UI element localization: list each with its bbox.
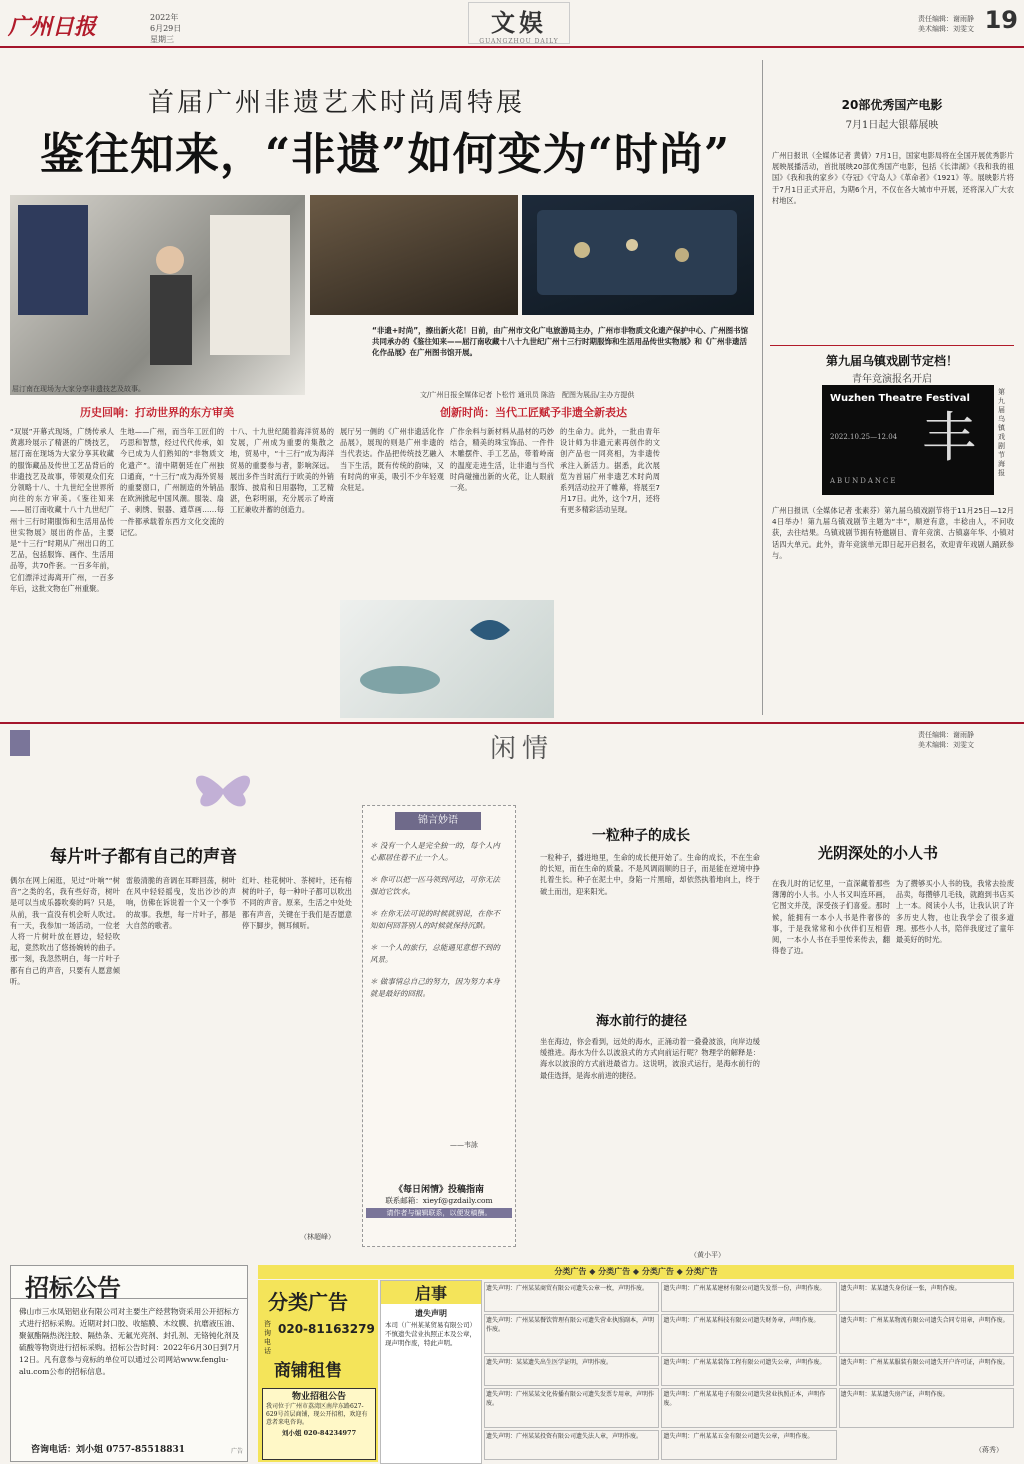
lead-column-4: 展厅另一侧的《广州非遗活化作品展》，展现的则是广州非遗的当代表达。作品把传统技艺融入当下生活，既有传统的韵味，又有时尚的审美，吸引不少年轻观众驻足。 xyxy=(340,427,444,493)
poster-word: ABUNDANCE xyxy=(830,477,898,485)
xianqing-credits xyxy=(918,730,974,750)
listing-item: 遗失声明：广州某某建材有限公司遗失发票一份，声明作废。 xyxy=(661,1282,836,1312)
notice-subtitle: 遗失声明 xyxy=(415,1308,447,1318)
quote-item: ＊ 一个人的旅行，总能遇见意想不到的风景。 xyxy=(370,943,500,964)
film-subtitle: 7月1日起大银幕展映 xyxy=(845,120,939,131)
issue-date xyxy=(150,12,181,45)
listing-item: 遗失声明：广州某某餐饮管理有限公司遗失营业执照副本，声明作废。 xyxy=(484,1314,659,1353)
lead-photo-carvings xyxy=(310,195,518,315)
jewel-1 xyxy=(574,242,590,258)
notice-text: 本司（广州某某贸易有限公司）不慎遗失营业执照正本及公章，现声明作废，特此声明。 xyxy=(385,1321,476,1347)
essay2-title: 一粒种子的成长 xyxy=(592,828,690,844)
listing-item: 遗失声明：广州某某科技有限公司遗失财务章，声明作废。 xyxy=(661,1314,836,1353)
lead-credit: 文/广州日报全媒体记者 卜松竹 通讯员 陈浩 配图为展品/主办方提供 xyxy=(420,391,635,399)
listing-item: 遗失声明：广州某某服装有限公司遗失开户许可证，声明作废。 xyxy=(839,1356,1014,1386)
property-ad xyxy=(262,1388,376,1460)
wuzhen-subtitle: 青年竞演报名开启 xyxy=(852,374,932,385)
submission-guide xyxy=(366,1182,512,1224)
notice-panel xyxy=(380,1280,482,1464)
film-body: 广州日报讯（全媒体记者 黄倩）7月1日，国家电影局将在全国开展优秀影片展映展播活动，首批展映20部优秀国产电影，包括《长津湖》《我和我的祖国》《我和我的家乡》《夺冠》《守岛人》《革命者》《1921》等。展映影片将于7月1日正式开启，为期6个月，不仅在各大城市中开展，还将深入广大农村地区。 xyxy=(772,151,1014,205)
classified-title: 分类广告 xyxy=(268,1290,348,1314)
butterfly-icon xyxy=(188,764,258,814)
quote-title: 锦言妙语 xyxy=(395,812,481,830)
listing-item: 遗失声明：某某遗失身份证一张，声明作废。 xyxy=(839,1282,1014,1312)
classified-left-panel xyxy=(258,1280,378,1462)
poster-english: Wuzhen Theatre Festival xyxy=(830,393,970,404)
artworks-illustration xyxy=(340,600,554,718)
property-title: 物业招租公告 xyxy=(291,1392,346,1402)
xianqing-marker xyxy=(10,730,30,756)
presenter-body xyxy=(150,275,192,365)
essay1-column-3: 红叶、桂花树叶、茶树叶，还有榕树的叶子，每一种叶子都可以吹出不同的声音。原来，生活之中处处都有声音，关键在于我们是否愿意停下脚步，侧耳倾听。 xyxy=(242,876,352,930)
quote-list xyxy=(370,840,506,1010)
ad-label: 广告 xyxy=(230,1448,243,1455)
embroidered-robe xyxy=(18,205,88,315)
butterfly-ornament xyxy=(470,620,510,640)
newspaper-logo: 广州日报 xyxy=(8,14,97,40)
presenter-head xyxy=(156,246,184,274)
section-subtitle: GUANGZHOU DAILY xyxy=(479,38,559,45)
sidebar-rule xyxy=(770,345,1014,346)
date-day: 6月29日 xyxy=(150,24,182,33)
notice-title: 启事 xyxy=(381,1281,481,1304)
essay4-author: （蒋秀） xyxy=(975,1446,1003,1454)
shop-rent-title: 商铺租售 xyxy=(274,1361,342,1381)
guide-note: 请作者与编辑联系，以便发稿酬。 xyxy=(366,1208,512,1218)
date-weekday: 星期三 xyxy=(150,35,174,44)
quote-item: ＊ 没有一个人是完全独一的，每个人内心都居住着不止一个人。 xyxy=(370,841,500,862)
lead-photo-jewelry xyxy=(522,195,754,315)
listing-item: 遗失声明：广州某某物流有限公司遗失合同专用章，声明作废。 xyxy=(839,1314,1014,1353)
essay1-title: 每片叶子都有自己的声音 xyxy=(50,847,237,867)
poster-side-label: 第九届乌镇戏剧节海报 xyxy=(998,388,1005,477)
lead-column-5: 广作余料与新材料从晶材的巧妙结合，精美的珠宝饰品、一件件木雕摆件、手工艺品，带着岭南的温度走进生活，让非遗与当代时尚碰撞出新的火花，让人眼前一亮。 xyxy=(450,427,554,493)
essay4-title: 光阴深处的小人书 xyxy=(818,844,939,862)
listing-item: 遗失声明：广州某某文化传播有限公司遗失发票专用章，声明作废。 xyxy=(484,1388,659,1427)
essay3-author: （黄小平） xyxy=(690,1251,725,1259)
quote-item: ＊ 在你无法可说的时候就别说，在你不知如何回答别人的时候就保持沉默。 xyxy=(370,909,500,930)
wuzhen-body: 广州日报讯（全媒体记者 张素芬）第九届乌镇戏剧节将于11月25日—12月4日举办！第九届乌镇戏剧节主题为“丰”，顺逆有意，丰稔由人，不问收获，去往结果。乌镇戏剧节拥有特邀剧目、青年竞演、古镇嘉年华、小镇对话四大单元。此外，青年竞演单元即日起开启报名，欢迎青年戏剧人踊跃参与。 xyxy=(772,506,1014,560)
tender-contact: 咨询电话：刘小姐 0757-85518831 xyxy=(31,1445,186,1455)
editor-credits xyxy=(918,14,974,34)
listing-item: 遗失声明：某某遗失房产证，声明作废。 xyxy=(839,1388,1014,1427)
listing-item: 遗失声明：广州某某投资有限公司遗失法人章，声明作废。 xyxy=(484,1430,659,1460)
essay1-author: （林超峰） xyxy=(300,1233,335,1241)
lead-subhead-innovation: 创新时尚：当代工匠赋予非遗全新表达 xyxy=(440,406,627,419)
classified-phone: 020-81163279 xyxy=(278,1322,375,1336)
classified-listings xyxy=(484,1282,1014,1460)
guide-title: 《每日闲情》投稿指南 xyxy=(393,1185,484,1195)
lead-photo-artworks xyxy=(340,600,554,718)
date-year: 2022年 xyxy=(150,13,179,22)
poster-date: 2022.10.25—12.04 xyxy=(830,433,898,441)
jewel-3 xyxy=(675,248,689,262)
lead-column-3: 十八、十九世纪随着海洋贸易的发展，广州成为重要的集散之地，贸易中，“十三行”成为海洋贸易的重要参与者，影响深远。展出多件当时流行于欧美的外销服饰、披肩和日用器物，工艺精湛，色彩明丽，充分展示了岭南工匠兼收并蓄的创造力。 xyxy=(230,427,334,515)
jewelry-tray xyxy=(537,210,737,295)
lead-headline: 鉴往知来，“非遗”如何变为“时尚” xyxy=(40,129,731,180)
xianqing-title: 闲情 xyxy=(490,734,555,764)
lead-photo-presenter xyxy=(10,195,305,395)
essay4-column-2: 为了攒够买小人书的钱，我常去捡废品卖，每攒够几毛钱，就跑到书店买上一本。阅读小人书，让我认识了许多历史人物，也让我学会了很多道理。那些小人书，陪伴我度过了童年最美好的时光。 xyxy=(896,879,1014,945)
lead-kicker: 首届广州非遗艺术时尚周特展 xyxy=(148,88,526,118)
section-mark xyxy=(468,2,570,44)
quote-item: ＊ 做事情总自己的努力，因为努力本身就是最好的回报。 xyxy=(370,977,500,998)
listing-item: 遗失声明：广州某某五金有限公司遗失公章，声明作废。 xyxy=(661,1430,836,1460)
listing-item: 遗失声明：广州某某装饰工程有限公司遗失公章，声明作废。 xyxy=(661,1356,836,1386)
quote-item: ＊ 你可以把一匹马领到河边，可你无法强迫它饮水。 xyxy=(370,875,500,896)
tender-title: 招标公告 xyxy=(25,1274,121,1302)
guide-contact: 联系邮箱：xieyf@gzdaily.com xyxy=(385,1196,493,1205)
essay3-title: 海水前行的捷径 xyxy=(596,1014,688,1029)
quote-author: ——韦詠 xyxy=(450,1141,478,1149)
listing-item: 遗失声明：广州某某商贸有限公司遗失公章一枚，声明作废。 xyxy=(484,1282,659,1312)
lead-photo-note xyxy=(555,690,660,718)
xianqing-designer: 美术编辑：刘雯文 xyxy=(918,741,974,749)
essay3-body: 坐在海边，你会看到，远处的海水，正涌动着一叠叠波浪，向岸边缓缓推进。海水为什么以波浪式的方式向前运行呢？物理学的解释是：海水以波浪的方式前进最省力。这说明，波浪式运行，是海水前行的最佳选择，是海水前进的捷径。 xyxy=(540,1037,760,1080)
film-title: 20部优秀国产电影 xyxy=(841,98,943,112)
lead-column-6: 的生命力。此外，一批由青年设计师为非遗元素再创作的文创产品也一同亮相，为非遗传承注入新活力。据悉，此次展览为首届广州非遗艺术时尚周系列活动拉开了帷幕，将展至7月17日。此外，这个7月，还将有更多精彩活动呈现。 xyxy=(560,427,660,515)
wuzhen-poster xyxy=(822,385,994,495)
lead-photo-caption: 屈汀南在现场为大家分享非遗技艺及故事。 xyxy=(12,385,145,393)
essay2-body: 一粒种子，播进地里，生命的成长便开始了。生命的成长，不在生命的长短，而在生命的质量。不是风调雨顺的日子，而是能在逆境中挣扎着生长。种子在泥土中，身陷一片黑暗，却依然执着地向上，终于破土而出，迎来阳光。 xyxy=(540,853,760,896)
tender-text: 佛山市三水凤铝铝业有限公司对主要生产经营物资采用公开招标方式进行招标采购。近期对封口胶、收缩膜、木纹膜、抗磨液压油、聚氨酯隔热浇注胶、隔热条、无氟光亮剂、封孔剂、无铬钝化剂及硫酸等物资进行招标采购。招标公告时间：2022年6月30日到7月12日。凡有意参与竞标的单位可以通过公司网站www.fenglu-alu.com公布的招标信息。 xyxy=(19,1307,240,1376)
page-number: 19 xyxy=(984,6,1018,34)
classified-banner: 分类广告 ◆ 分类广告 ◆ 分类广告 ◆ 分类广告 xyxy=(258,1265,1014,1279)
lead-column-2: 生地——广州，而当年工匠们的巧思和智慧，经过代代传承，如今已成为人们熟知的“非物质文化遗产”。清中期朝廷在广州独口通商，“十三行”成为海外贸易的重要窗口，广州制造的外销品在欧洲掀起中国风潮。服装、扇子、刺绣、银器、通草画……每一件都承载着东西方文化交流的记忆。 xyxy=(120,427,224,537)
section-title: 文娱 xyxy=(491,8,547,37)
essay1-column-2: 雷般清脆的音调在耳畔回荡，树叶在风中轻轻摇曳，发出沙沙的声响，仿佛在诉说着一个又一个季节的故事。我想，每一片叶子，都是大自然的歌者。 xyxy=(126,876,236,930)
tender-ad xyxy=(10,1265,248,1462)
sidebar-divider xyxy=(762,60,763,715)
wuzhen-title: 第九届乌镇戏剧节定档！ xyxy=(825,354,958,368)
xianqing-editor: 责任编辑：谢雨静 xyxy=(918,731,974,739)
lead-intro: “非遗+时尚”，擦出新火花！日前，由广州市文化广电旅游局主办，广州市非物质文化遗产保护中心、广州图书馆共同承办的《鉴往知来——屈汀南收藏十八十九世纪广州十三行时期服饰和生活用品传世实物展》和《广州非遗活化作品展》在广州图书馆开展。 xyxy=(372,326,749,357)
lead-subhead-history: 历史回响：打动世界的东方审美 xyxy=(80,406,234,419)
poster-character: 丰 xyxy=(922,406,976,469)
jewel-2 xyxy=(626,239,638,251)
essay1-column-1: 偶尔在网上闲逛，见过“叶响”“树音”之类的名，我有些好奇，树叶是可以当成乐器吹奏的吗？只是，从前，我一直没有机会听人吹过。有一天，我参加一场活动，一位老人将一片树叶放在唇边，轻轻吹起，竟然吹出了悠扬婉转的曲子。那一刻，我忽然明白，每一片叶子都有自己的声音，只要有人愿意倾听。 xyxy=(10,876,120,986)
property-text: 我司位于广州市荔湾区南岸东路627-629号首层商铺，现公开招租，欢迎有意者来电咨询。 xyxy=(266,1403,368,1426)
presenter-illustration xyxy=(10,195,305,395)
jewelry-illustration xyxy=(522,195,754,315)
essay4-column-1: 在我儿时的记忆里，一直深藏着那些薄薄的小人书。小人书又叫连环画，它图文并茂，深受孩子们喜爱。那时候，能拥有一本小人书是件奢侈的事，于是我常常和小伙伴们互相借阅，一本小人书在手里传来传去，翻得卷了边。 xyxy=(772,879,890,956)
lead-column-1: “双展”开幕式现场，广绣传承人黄惠玲展示了精湛的广绣技艺，屈汀南在现场为大家分享其收藏的服饰藏品及传世工艺品背后的非遗技艺及故事，带领观众们充分领略十八、十九世纪全世界所向往的东方审美。《鉴往知来——屈汀南收藏十八十九世纪广州十三行时期服饰和生活用品传世实物展》展出的作品，主要是“十三行”时期从广州出口的工艺品，包括服饰、画作、生活用品等，共70件套。一百多年前，它们漂洋过海离开广州，一百多年后，这批文物在广州重聚。 xyxy=(10,427,114,593)
display-panel xyxy=(210,215,290,355)
bowl-shape xyxy=(360,666,440,694)
listing-item: 遗失声明：某某遗失出生医学证明，声明作废。 xyxy=(484,1356,659,1386)
phone-label: 咨询电话 xyxy=(264,1320,271,1355)
property-contact: 刘小姐 020-84234977 xyxy=(281,1429,357,1437)
editor-name: 责任编辑：谢雨静 xyxy=(918,15,974,23)
listing-item: 遗失声明：广州某某电子有限公司遗失营业执照正本，声明作废。 xyxy=(661,1388,836,1427)
designer-name: 美术编辑：刘雯文 xyxy=(918,25,974,33)
